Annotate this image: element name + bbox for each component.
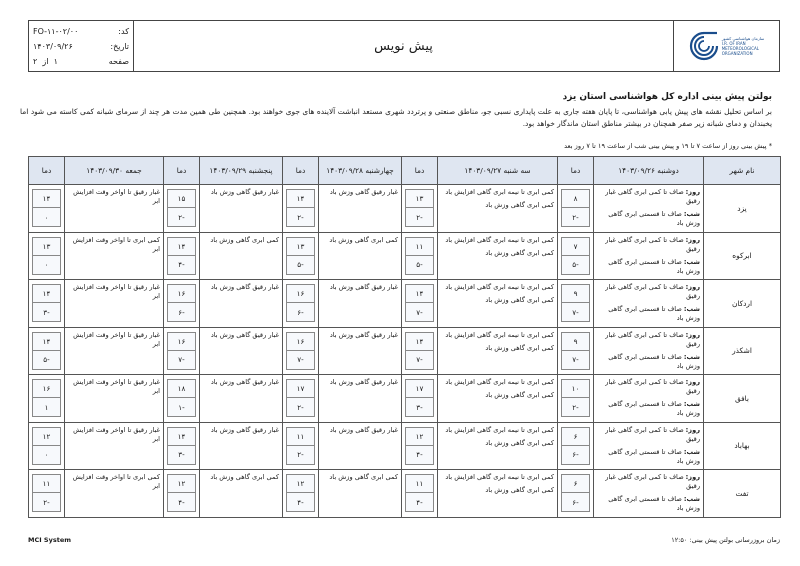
table-row <box>29 422 781 470</box>
min-temp: -۵ <box>43 355 50 365</box>
max-temp: ۱۴ <box>406 285 433 303</box>
night-forecast: صاف تا قسمتی ابری گاهی وزش باد <box>608 257 700 275</box>
bulletin-intro: بر اساس تحلیل نقشه های پیش یابی هواشناسی، تا پایان هفته جاری به علت پایداری نسبی جو، مناطق صنعتی و پرتردد شهری مستعد انباشت آلاینده های جوی خواهند بود. همچنین طی همین مدت هر چند از سرمای شبانه کمی کاسته می شود اما یخبندان و دمای شبانه زیر صفر همچنان در بیشتر مناطق استان ماندگار خواهد بود. <box>20 107 772 128</box>
min-temp: -۱ <box>178 402 185 412</box>
temperature-cell <box>558 422 594 470</box>
forecast-cell: روز:صاف تا کمی ابری گاهی غبار رقیق شب:صاف تا قسمتی ابری گاهی وزش باد <box>594 470 704 518</box>
night-forecast: صاف تا قسمتی ابری گاهی وزش باد <box>608 495 700 512</box>
max-temp: ۱۲ <box>287 475 314 493</box>
night-forecast: کمی ابری گاهی وزش باد <box>485 486 554 494</box>
min-temp: -۷ <box>416 307 423 317</box>
forecast-time-note: * پیش بینی روز از ساعت ۷ تا ۱۹ و پیش بینی شب از ساعت ۱۹ تا ۷ روز بعد <box>564 142 772 150</box>
temperature-cell <box>164 422 200 470</box>
forecast-cell <box>65 327 164 375</box>
temperature-cell <box>164 470 200 518</box>
day-forecast: کمی ابری تا نیمه ابری گاهی افزایش باد <box>445 330 554 339</box>
night-forecast: صاف تا قسمتی ابری گاهی وزش باد <box>608 400 700 417</box>
max-temp: ۱۱ <box>406 238 433 256</box>
table-row <box>29 232 781 280</box>
table-row <box>29 375 781 423</box>
min-temp: -۷ <box>572 307 579 317</box>
max-temp: ۱۸ <box>168 380 195 398</box>
forecast-cell <box>65 470 164 518</box>
min-temp: -۲ <box>416 212 423 222</box>
forecast-cell <box>200 327 283 375</box>
max-temp: ۱۴ <box>168 428 195 446</box>
table-row <box>29 327 781 375</box>
temperature-cell <box>29 422 65 470</box>
temperature-cell <box>558 470 594 518</box>
day-forecast: صاف تا کمی ابری گاهی غبار رقیق <box>605 283 700 300</box>
max-temp: ۹ <box>562 285 589 303</box>
page-label: صفحه <box>108 57 129 66</box>
max-temp: ۱۴ <box>33 285 60 303</box>
table-row <box>29 280 781 328</box>
table-header-row <box>29 157 781 185</box>
day-forecast: غبار رقیق تا اواخر وقت افزایش ابر <box>73 283 160 300</box>
min-temp: -۲ <box>178 212 185 222</box>
min-temp: -۲ <box>572 402 579 412</box>
min-temp: -۶ <box>297 307 304 317</box>
city-name: اشکذر <box>704 327 781 375</box>
temperature-cell <box>402 327 438 375</box>
temperature-cell <box>558 327 594 375</box>
day-header: پنجشنبه ۱۴۰۳/۰۹/۲۹ <box>200 157 283 185</box>
temperature-cell <box>558 280 594 328</box>
forecast-cell: روز:صاف تا کمی ابری گاهی غبار رقیق شب:صاف تا قسمتی ابری گاهی وزش باد <box>594 280 704 328</box>
min-temp: -۲ <box>297 450 304 460</box>
temperature-cell <box>558 232 594 280</box>
forecast-cell: روز:صاف تا کمی ابری گاهی غبار رقیق شب:صاف تا قسمتی ابری گاهی وزش باد <box>594 232 704 280</box>
forecast-cell <box>438 375 558 423</box>
temperature-cell <box>402 375 438 423</box>
min-temp: -۷ <box>178 355 185 365</box>
forecast-cell <box>200 185 283 233</box>
day-forecast: کمی ابری گاهی وزش باد <box>210 473 279 481</box>
min-temp: ۱ <box>44 402 49 412</box>
meteorological-organization-logo: سازمان هواشناسی کشور I.R. OF IRAN METEOROLOGICAL ORGANIZATION <box>674 21 779 71</box>
night-forecast: کمی ابری گاهی وزش باد <box>485 248 554 257</box>
night-forecast: صاف تا قسمتی ابری گاهی وزش باد <box>608 447 700 465</box>
day-forecast: غبار رقیق گاهی وزش باد <box>329 188 398 196</box>
forecast-cell: روز:صاف تا کمی ابری گاهی غبار رقیق شب:صاف تا قسمتی ابری گاهی وزش باد <box>594 375 704 423</box>
max-temp: ۱۴ <box>287 190 314 208</box>
day-forecast: صاف تا کمی ابری گاهی غبار رقیق <box>605 235 700 253</box>
max-temp: ۱۴ <box>33 333 60 351</box>
date-label: تاریخ: <box>110 42 129 51</box>
forecast-cell <box>438 422 558 470</box>
city-name: یزد <box>704 185 781 233</box>
min-temp: -۲ <box>297 212 304 222</box>
min-temp: -۴ <box>416 497 423 507</box>
max-temp: ۱۶ <box>287 285 314 303</box>
max-temp: ۱۴ <box>168 238 195 256</box>
max-temp: ۱۵ <box>168 190 195 208</box>
temperature-cell <box>283 375 319 423</box>
max-temp: ۱۶ <box>168 285 195 303</box>
temperature-cell <box>29 375 65 423</box>
day-forecast: غبار رقیق گاهی وزش باد <box>210 378 279 386</box>
temperature-cell <box>164 375 200 423</box>
temperature-cell <box>29 280 65 328</box>
bulletin-page <box>6 6 794 560</box>
day-forecast: کمی ابری تا نیمه ابری گاهی افزایش باد <box>445 425 554 434</box>
temperature-cell <box>29 327 65 375</box>
forecast-cell <box>319 375 402 423</box>
day-forecast: غبار رقیق گاهی وزش باد <box>210 330 279 339</box>
temperature-cell <box>164 280 200 328</box>
max-temp: ۱۱ <box>287 428 314 446</box>
system-name: MCI System <box>28 536 71 544</box>
code-value: FO-۱۱-۰۲/۰۰ <box>33 27 79 36</box>
forecast-cell <box>319 327 402 375</box>
spiral-logo-icon <box>689 31 719 61</box>
forecast-cell <box>319 280 402 328</box>
day-forecast: غبار رقیق گاهی وزش باد <box>210 425 279 434</box>
max-temp: ۱۶ <box>33 380 60 398</box>
min-temp: -۶ <box>572 450 579 460</box>
day-forecast: کمی ابری تا اواخر وقت افزایش ابر <box>72 473 160 490</box>
max-temp: ۱۱ <box>33 475 60 493</box>
max-temp: ۱۳ <box>406 190 433 208</box>
min-temp: ۰ <box>44 212 49 222</box>
min-temp: -۶ <box>572 497 579 507</box>
min-temp: -۲ <box>297 402 304 412</box>
temp-header: دما <box>558 157 594 185</box>
bulletin-title: بولتن پیش بینی اداره کل هواشناسی استان یزد <box>562 92 772 102</box>
max-temp: ۱۷ <box>406 380 433 398</box>
day-forecast: غبار رقیق تا اواخر وقت افزایش ابر <box>73 425 160 443</box>
update-time: زمان بروزرسانی بولتن پیش بینی: ۱۲:۵۰ <box>671 536 780 544</box>
temperature-cell <box>164 185 200 233</box>
page-footer <box>28 536 780 544</box>
night-forecast: صاف تا قسمتی ابری گاهی وزش باد <box>608 210 700 227</box>
temperature-cell <box>164 232 200 280</box>
city-name: تفت <box>704 470 781 518</box>
min-temp: -۳ <box>416 402 423 412</box>
night-forecast: کمی ابری گاهی وزش باد <box>485 201 554 209</box>
max-temp: ۱۶ <box>168 333 195 351</box>
max-temp: ۹ <box>562 333 589 351</box>
temp-header: دما <box>164 157 200 185</box>
min-temp: -۲ <box>43 497 50 507</box>
day-forecast: غبار رقیق گاهی وزش باد <box>210 188 279 196</box>
temperature-cell <box>164 327 200 375</box>
day-forecast: صاف تا کمی ابری گاهی غبار رقیق <box>605 188 700 205</box>
city-name: بافق <box>704 375 781 423</box>
temperature-cell <box>29 470 65 518</box>
temperature-cell <box>558 185 594 233</box>
forecast-cell <box>65 232 164 280</box>
temperature-cell <box>283 470 319 518</box>
min-temp: ۰ <box>44 450 49 460</box>
date-value: ۱۴۰۳/۰۹/۲۶ <box>33 42 73 51</box>
day-forecast: کمی ابری تا اواخر وقت افزایش ابر <box>72 235 160 253</box>
temperature-cell <box>283 280 319 328</box>
day-forecast: صاف تا کمی ابری گاهی غبار رقیق <box>605 425 700 443</box>
temperature-cell <box>283 232 319 280</box>
day-forecast: غبار رقیق گاهی وزش باد <box>329 378 398 386</box>
day-forecast: غبار رقیق گاهی وزش باد <box>329 330 398 339</box>
forecast-table <box>28 156 781 518</box>
max-temp: ۱۱ <box>406 475 433 493</box>
temperature-cell <box>402 185 438 233</box>
document-header <box>28 20 780 72</box>
temperature-cell <box>558 375 594 423</box>
temperature-cell <box>402 280 438 328</box>
max-temp: ۱۳ <box>33 238 60 256</box>
code-label: کد: <box>118 27 129 36</box>
temperature-cell <box>402 470 438 518</box>
min-temp: -۶ <box>178 307 185 317</box>
max-temp: ۱۲ <box>168 475 195 493</box>
forecast-cell: روز:صاف تا کمی ابری گاهی غبار رقیق شب:صاف تا قسمتی ابری گاهی وزش باد <box>594 185 704 233</box>
max-temp: ۱۷ <box>287 380 314 398</box>
day-header: سه شنبه ۱۴۰۳/۰۹/۲۷ <box>438 157 558 185</box>
min-temp: -۷ <box>416 355 423 365</box>
night-forecast: صاف تا قسمتی ابری گاهی وزش باد <box>608 305 700 322</box>
max-temp: ۷ <box>562 238 589 256</box>
day-forecast: غبار رقیق گاهی وزش باد <box>329 425 398 434</box>
day-forecast: کمی ابری گاهی وزش باد <box>329 473 398 481</box>
max-temp: ۱۲ <box>33 428 60 446</box>
min-temp: -۵ <box>572 260 579 270</box>
day-forecast: صاف تا کمی ابری گاهی غبار رقیق <box>605 330 700 348</box>
day-forecast: کمی ابری تا نیمه ابری گاهی افزایش باد <box>445 235 554 244</box>
day-forecast: صاف تا کمی ابری گاهی غبار رقیق <box>605 473 700 490</box>
forecast-cell: روز:صاف تا کمی ابری گاهی غبار رقیق شب:صاف تا قسمتی ابری گاهی وزش باد <box>594 422 704 470</box>
min-temp: -۴ <box>178 497 185 507</box>
day-forecast: کمی ابری تا نیمه ابری گاهی افزایش باد <box>445 378 554 386</box>
day-header: چهارشنبه ۱۴۰۳/۰۹/۲۸ <box>319 157 402 185</box>
forecast-cell <box>65 375 164 423</box>
min-temp: -۷ <box>297 355 304 365</box>
temp-header: دما <box>402 157 438 185</box>
min-temp: -۲ <box>572 212 579 222</box>
forecast-cell <box>438 280 558 328</box>
min-temp: -۳ <box>43 307 50 317</box>
max-temp: ۱۲ <box>406 428 433 446</box>
temperature-cell <box>402 232 438 280</box>
forecast-cell <box>319 422 402 470</box>
forecast-cell <box>200 422 283 470</box>
temperature-cell <box>29 185 65 233</box>
day-header: جمعه ۱۴۰۳/۰۹/۳۰ <box>65 157 164 185</box>
forecast-cell <box>438 327 558 375</box>
min-temp: -۴ <box>178 260 185 270</box>
day-forecast: غبار رقیق تا اواخر وقت افزایش ابر <box>73 330 160 348</box>
night-forecast: کمی ابری گاهی وزش باد <box>485 296 554 304</box>
table-row <box>29 185 781 233</box>
day-forecast: غبار رقیق گاهی وزش باد <box>329 283 398 291</box>
document-meta <box>29 21 134 71</box>
forecast-cell <box>319 185 402 233</box>
min-temp: -۴ <box>416 450 423 460</box>
max-temp: ۱۳ <box>287 238 314 256</box>
day-forecast: غبار رقیق تا اواخر وقت افزایش ابر <box>73 188 160 205</box>
max-temp: ۸ <box>562 190 589 208</box>
day-forecast: کمی ابری گاهی وزش باد <box>210 235 279 244</box>
forecast-cell <box>438 232 558 280</box>
temperature-cell <box>283 185 319 233</box>
city-name: بهاباد <box>704 422 781 470</box>
max-temp: ۱۰ <box>562 380 589 398</box>
forecast-cell <box>200 470 283 518</box>
city-name: اردکان <box>704 280 781 328</box>
max-temp: ۱۴ <box>33 190 60 208</box>
max-temp: ۱۶ <box>287 333 314 351</box>
temperature-cell <box>402 422 438 470</box>
day-forecast: کمی ابری تا نیمه ابری گاهی افزایش باد <box>445 283 554 291</box>
temp-header: دما <box>283 157 319 185</box>
temperature-cell <box>283 327 319 375</box>
forecast-cell <box>438 470 558 518</box>
page-number: ۱ از ۲ <box>33 57 58 66</box>
day-forecast: صاف تا کمی ابری گاهی غبار رقیق <box>605 378 700 395</box>
temperature-cell <box>283 422 319 470</box>
day-forecast: کمی ابری تا نیمه ابری گاهی افزایش باد <box>445 188 554 196</box>
max-temp: ۶ <box>562 475 589 493</box>
min-temp: -۵ <box>297 260 304 270</box>
min-temp: -۵ <box>416 260 423 270</box>
night-forecast: کمی ابری گاهی وزش باد <box>485 391 554 399</box>
forecast-cell <box>200 232 283 280</box>
forecast-cell <box>65 185 164 233</box>
forecast-cell <box>65 280 164 328</box>
day-header: دوشنبه ۱۴۰۳/۰۹/۲۶ <box>594 157 704 185</box>
max-temp: ۱۴ <box>406 333 433 351</box>
forecast-cell <box>438 185 558 233</box>
table-row <box>29 470 781 518</box>
day-forecast: کمی ابری تا نیمه ابری گاهی افزایش باد <box>445 473 554 481</box>
city-header: نام شهر <box>704 157 781 185</box>
forecast-cell <box>200 280 283 328</box>
night-forecast: کمی ابری گاهی وزش باد <box>485 343 554 352</box>
day-forecast: غبار رقیق تا اواخر وقت افزایش ابر <box>73 378 160 395</box>
forecast-cell: روز:صاف تا کمی ابری گاهی غبار رقیق شب:صاف تا قسمتی ابری گاهی وزش باد <box>594 327 704 375</box>
night-forecast: کمی ابری گاهی وزش باد <box>485 438 554 447</box>
min-temp: -۳ <box>178 450 185 460</box>
max-temp: ۶ <box>562 428 589 446</box>
min-temp: ۰ <box>44 260 49 270</box>
day-forecast: غبار رقیق گاهی وزش باد <box>210 283 279 291</box>
forecast-cell <box>200 375 283 423</box>
city-name: ابرکوه <box>704 232 781 280</box>
min-temp: -۷ <box>572 355 579 365</box>
night-forecast: صاف تا قسمتی ابری گاهی وزش باد <box>608 352 700 370</box>
forecast-cell <box>319 232 402 280</box>
forecast-cell <box>65 422 164 470</box>
day-forecast: کمی ابری گاهی وزش باد <box>329 235 398 244</box>
forecast-cell <box>319 470 402 518</box>
document-title: پیش نویس <box>134 21 674 71</box>
temperature-cell <box>29 232 65 280</box>
temp-header: دما <box>29 157 65 185</box>
min-temp: -۴ <box>297 497 304 507</box>
